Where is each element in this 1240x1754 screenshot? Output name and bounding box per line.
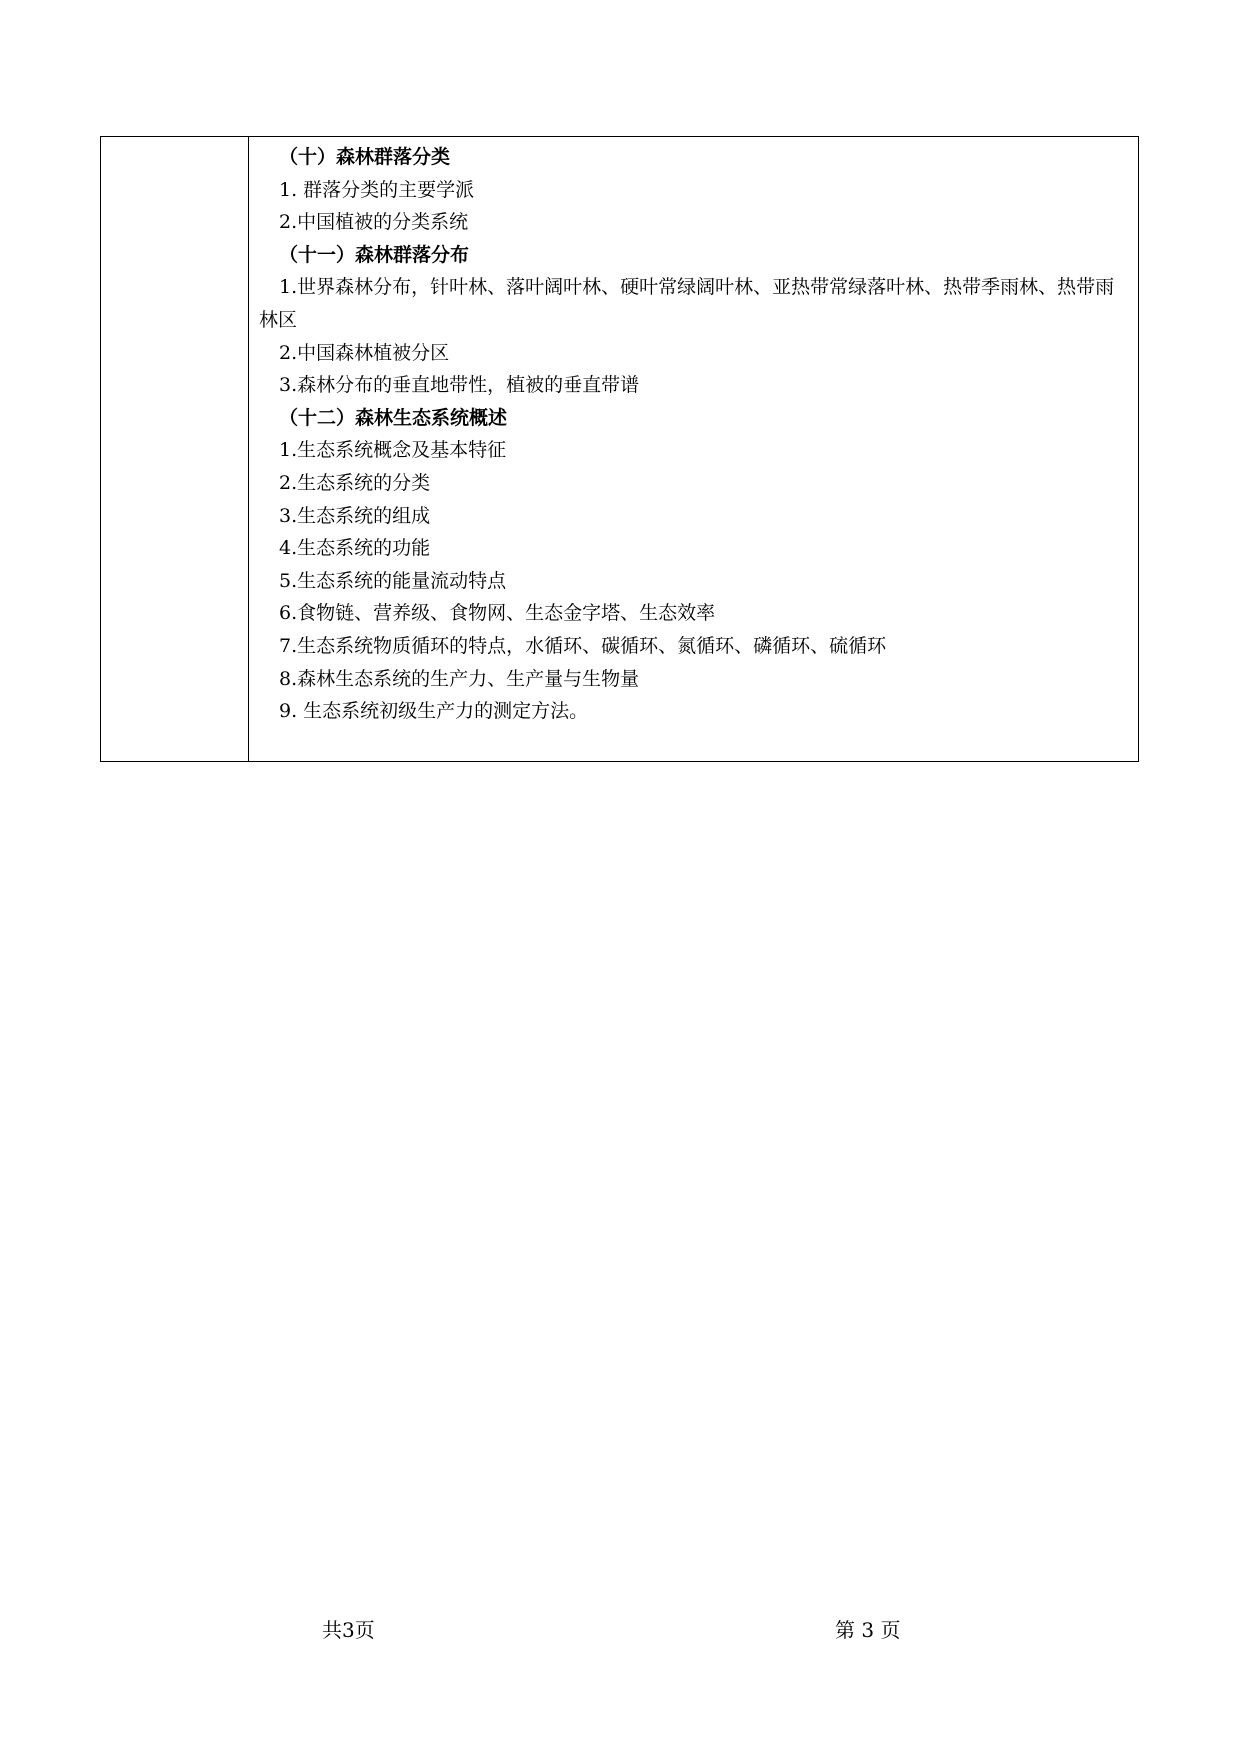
list-item: 2.中国植被的分类系统	[279, 211, 469, 234]
list-item: 1. 群落分类的主要学派	[279, 178, 475, 201]
list-item: 4.生态系统的功能	[279, 537, 431, 560]
list-item: 3.森林分布的垂直地带性，植被的垂直带谱	[279, 374, 640, 397]
list-item: 5.生态系统的能量流动特点	[279, 569, 507, 592]
section-heading: （十二）森林生态系统概述	[279, 406, 508, 429]
list-item: 9. 生态系统初级生产力的测定方法。	[279, 700, 589, 723]
list-item: 1.生态系统概念及基本特征	[279, 439, 507, 462]
content-table	[100, 136, 1139, 762]
section-heading: （十）森林群落分类	[279, 146, 451, 168]
page-total: 共3页	[322, 1618, 375, 1642]
list-item: 3.生态系统的组成	[279, 504, 431, 527]
table-left-cell	[101, 137, 249, 761]
list-item: 6.食物链、营养级、食物网、生态金字塔、生态效率	[279, 602, 716, 625]
list-item: 1.世界森林分布，针叶林、落叶阔叶林、硬叶常绿阔叶林、亚热带常绿落叶林、热带季雨林、热带雨林区	[259, 276, 1115, 331]
section-heading: （十一）森林群落分布	[279, 243, 470, 266]
table-right-cell	[249, 137, 1138, 761]
list-item: 8.森林生态系统的生产力、生产量与生物量	[279, 667, 640, 690]
page-number: 第 3 页	[835, 1618, 901, 1642]
list-item: 2.生态系统的分类	[279, 471, 431, 494]
list-item: 2.中国森林植被分区	[279, 341, 450, 364]
list-item: 7.生态系统物质循环的特点，水循环、碳循环、氮循环、磷循环、硫循环	[279, 634, 887, 657]
